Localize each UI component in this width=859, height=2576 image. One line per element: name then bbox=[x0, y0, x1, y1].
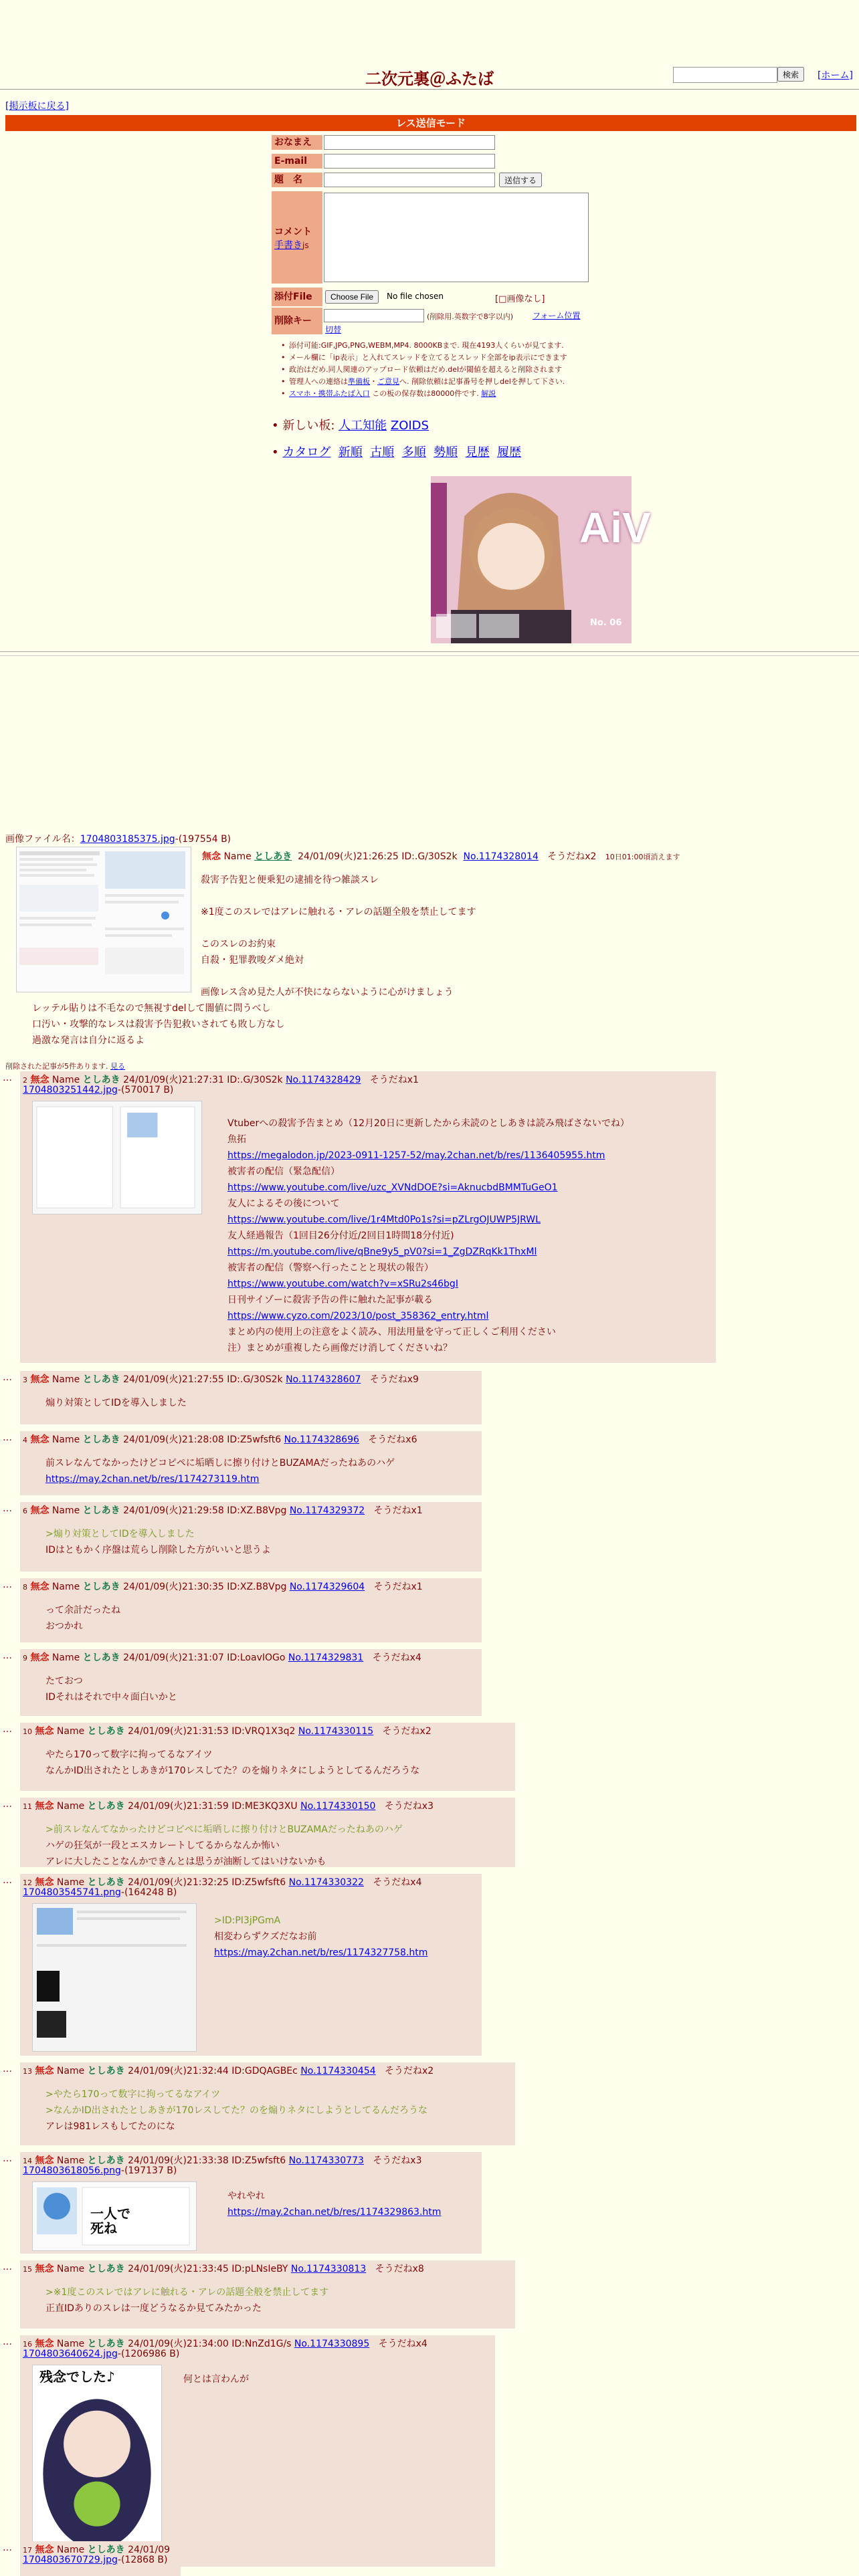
reply-file-info bbox=[23, 2349, 179, 2359]
subject-label: 題 名 bbox=[272, 173, 322, 187]
no-file-text: No file chosen bbox=[387, 292, 444, 301]
reply-number: 13 bbox=[23, 2067, 32, 2076]
reply-info bbox=[23, 1580, 423, 1593]
search-input[interactable] bbox=[673, 67, 777, 83]
reply-date-id: 24/01/09(火)21:27:31 ID:.G/30S2k bbox=[123, 1075, 283, 1085]
op-thumbnail[interactable] bbox=[16, 847, 191, 992]
reply-post-number[interactable]: No.1174330115 bbox=[298, 1726, 374, 1737]
posting-notes bbox=[281, 340, 609, 400]
note-item: • 政治はだめ.同人関連のアップロード依頼はだめ.delが閾値を超えると削除されます bbox=[281, 364, 609, 376]
file-label: 添付File bbox=[272, 288, 322, 306]
reply-marker: … bbox=[3, 2153, 12, 2164]
reply-subject: 無念 bbox=[35, 2066, 54, 2076]
note-item: • スマホ・携帯ふたば入口 この板の保存数は80000件です. 解説 bbox=[281, 388, 609, 400]
reply-file-size: -(1206986 B) bbox=[117, 2349, 180, 2359]
handwrite-link[interactable]: 手書き bbox=[274, 240, 302, 251]
quote-line: >ID:PI3jPGmA bbox=[214, 1915, 281, 1926]
reply-post bbox=[20, 1371, 482, 1424]
reply-subject: 無念 bbox=[35, 2339, 54, 2349]
history-link[interactable]: 履歴 bbox=[497, 445, 522, 459]
reply-name-prefix: Name bbox=[56, 1726, 85, 1737]
op-body-top: 殺害予告犯と便乗犯の逮捕を待つ雑談スレ ※1度このスレではアレに触れる・アレの話題全般を禁止してます このスレのお約束 自殺・犯罪教唆ダメ絶対 画像レス含め見た人が不快にならないように心がけましょう bbox=[201, 875, 476, 998]
reply-date-id: 24/01/09(火)21:34:00 ID:NnZd1G/s bbox=[128, 2339, 292, 2349]
reply-text-line: って余計だったね bbox=[45, 1605, 120, 1616]
reply-body bbox=[45, 1395, 187, 1411]
reply-link[interactable]: https://may.2chan.net/b/res/1174329863.htm bbox=[227, 2207, 442, 2218]
handwrite-suffix: js bbox=[302, 241, 309, 250]
reply-number: 15 bbox=[23, 2265, 32, 2274]
reply-file-info bbox=[23, 1887, 177, 1898]
email-input[interactable] bbox=[324, 154, 495, 169]
reply-info bbox=[23, 2064, 434, 2077]
op-expire: 10日01:00頃消えます bbox=[605, 853, 680, 861]
reply-name: としあき bbox=[87, 1877, 125, 1888]
reply-name-prefix: Name bbox=[52, 1075, 80, 1085]
reply-post bbox=[20, 2260, 515, 2329]
reply-text-line: まとめ内の使用上の注意をよく読み、用法用量を守って正しくご利用ください bbox=[227, 1327, 556, 1337]
reply-post-number[interactable]: No.1174330322 bbox=[288, 1877, 364, 1888]
reply-text-line: 友人経過報告（1回目26分付近/2回目1時間18分付近) bbox=[227, 1230, 454, 1241]
reply-link[interactable]: https://www.cyzo.com/2023/10/post_358362_entry.html bbox=[227, 1311, 489, 1321]
form-position-link[interactable]: フォーム位置 bbox=[533, 311, 581, 320]
reply-mode-bar: レス送信モード bbox=[5, 115, 856, 131]
comment-label: コメント bbox=[274, 227, 312, 237]
reply-subject: 無念 bbox=[30, 1075, 50, 1085]
reply-thumbnail-image bbox=[33, 1904, 196, 2051]
reply-text-line: アレは981レスもしてたのにな bbox=[45, 2121, 175, 2132]
reply-file-link[interactable]: 1704803640624.jpg bbox=[23, 2349, 118, 2359]
reply-sodane-button[interactable]: そうだねx4 bbox=[378, 2339, 427, 2349]
reply-body bbox=[227, 2188, 441, 2220]
reply-info bbox=[23, 1073, 419, 1086]
reply-link[interactable]: https://www.youtube.com/watch?v=xSRu2s46bgI bbox=[227, 1279, 458, 1289]
reply-file-size: -(197137 B) bbox=[120, 2165, 177, 2176]
show-omitted-link[interactable]: 見る bbox=[110, 1062, 125, 1071]
home-link[interactable]: [ホーム] bbox=[818, 70, 853, 81]
reply-text-line: 友人によるその後について bbox=[227, 1198, 340, 1209]
reply-number: 9 bbox=[23, 1654, 27, 1662]
reply-thumbnail[interactable] bbox=[32, 2365, 162, 2553]
op-body-bottom: レッテル貼りは不毛なので無視すdelして闇値に問うべし 口汚い・攻撃的なレスは殺害予告犯救いされても敗し方なし 過激な発言は自分に返るよ bbox=[32, 1003, 285, 1046]
reply-name: としあき bbox=[87, 2066, 125, 2076]
reply-body bbox=[45, 2284, 328, 2317]
reply-name: としあき bbox=[87, 1726, 125, 1737]
reply-file-size: -(164248 B) bbox=[120, 1887, 177, 1898]
reply-name-prefix: Name bbox=[56, 1801, 85, 1812]
reply-name: としあき bbox=[87, 1801, 125, 1812]
reply-link[interactable]: https://megalodon.jp/2023-0911-1257-52/may.2chan.net/b/res/1136405955.htm bbox=[227, 1150, 605, 1161]
reply-post-number[interactable]: No.1174330813 bbox=[290, 2264, 367, 2274]
reply-post-number[interactable]: No.1174330895 bbox=[294, 2339, 370, 2349]
reply-text-line: アレに大したことなんかできんとは思うが油断してはいけないかも bbox=[45, 1856, 326, 1867]
reply-number: 16 bbox=[23, 2340, 32, 2349]
reply-post-number[interactable]: No.1174329604 bbox=[289, 1582, 365, 1592]
reply-date-id: 24/01/09(火)21:28:08 ID:Z5wfsft6 bbox=[123, 1434, 282, 1445]
reply-number: 6 bbox=[23, 1507, 27, 1515]
new-board-line: • 新しい板: 人工知能 ZOIDS bbox=[272, 419, 429, 433]
reply-text-line: 注）まとめが重複したら画像だけ消してくださいね？ bbox=[227, 1343, 452, 1354]
no-image-checkbox[interactable]: [□画像なし] bbox=[495, 294, 545, 304]
reply-date-id: 24/01/09(火)21:31:53 ID:VRQ1X3q2 bbox=[128, 1726, 296, 1737]
comment-label-cell bbox=[272, 191, 322, 284]
reply-subject: 無念 bbox=[35, 1801, 54, 1812]
op-name[interactable]: としあき bbox=[254, 851, 292, 862]
op-post-number[interactable]: No.1174328014 bbox=[463, 851, 539, 862]
catalog-nav: • カタログ 新順 古順 多順 勢順 見歴 履歴 bbox=[272, 445, 522, 459]
reply-name: としあき bbox=[82, 1434, 120, 1445]
op-date-id: 24/01/09(火)21:26:25 ID:.G/30S2k bbox=[298, 851, 458, 862]
reply-sodane-button[interactable]: そうだねx1 bbox=[369, 1075, 419, 1085]
quote-line: >煽り対策としてIDを導入しました bbox=[45, 1529, 195, 1539]
reply-date-id: 24/01/09(火)21:33:38 ID:Z5wfsft6 bbox=[128, 2155, 286, 2166]
reply-file-info bbox=[23, 1085, 173, 1095]
mobile-entry-link[interactable]: スマホ・携帯ふたば入口 bbox=[289, 389, 370, 398]
quote-line: >やたら170って数字に拘ってるなアイツ bbox=[45, 2089, 221, 2100]
op-post-info: 無念 Name としあき 24/01/09(火)21:26:25 ID:.G/30S2k No.1174328014 そうだねx2 10日01:00頃消えます bbox=[202, 851, 680, 862]
reply-link[interactable]: https://www.youtube.com/live/uzc_XVNdDOE?si=AknucbdBMMTuGeO1 bbox=[227, 1182, 558, 1193]
reply-post-number[interactable]: No.1174330150 bbox=[300, 1801, 376, 1812]
reply-marker: … bbox=[3, 1503, 12, 1514]
reply-post bbox=[20, 1798, 515, 1867]
divider bbox=[0, 651, 859, 652]
reply-info bbox=[23, 1503, 423, 1517]
reply-post bbox=[20, 1723, 515, 1791]
reply-file-link[interactable]: 1704803545741.png bbox=[23, 1887, 121, 1898]
reply-thumbnail[interactable] bbox=[32, 1903, 197, 2052]
reply-info bbox=[23, 2153, 421, 2167]
reply-link[interactable]: https://m.youtube.com/live/qBne9y5_pV0?si=1_ZgDZRqKk1ThxMl bbox=[227, 1247, 537, 1257]
reply-post-number[interactable]: No.1174329831 bbox=[288, 1652, 364, 1663]
reply-name: としあき bbox=[82, 1374, 120, 1385]
reply-info bbox=[23, 1372, 419, 1386]
reply-number: 8 bbox=[23, 1583, 27, 1592]
reply-date-id: 24/01/09(火)21:30:35 ID:XZ.B8Vpg bbox=[123, 1582, 287, 1592]
reply-name-prefix: Name bbox=[56, 1877, 85, 1888]
reply-name: としあき bbox=[87, 2545, 125, 2555]
op-subject: 無念 bbox=[202, 851, 221, 862]
op-file-link[interactable]: 1704803185375.jpg bbox=[80, 834, 175, 845]
note-item: • 添付可能:GIF,JPG,PNG,WEBM,MP4. 8000KBまで. 現在4193人くらいが見てます. bbox=[281, 340, 609, 352]
reply-body bbox=[45, 1673, 177, 1705]
divider bbox=[0, 655, 859, 656]
reply-text-line: おつかれ bbox=[45, 1621, 83, 1632]
reply-text-line: やたら170って数字に拘ってるなアイツ bbox=[45, 1749, 213, 1760]
reply-name-prefix: Name bbox=[52, 1582, 80, 1592]
reply-marker: … bbox=[3, 1372, 12, 1383]
reply-text-line: 前スレなんてなかったけどコピペに垢晒しに擦り付けとBUZAMAだったねあのハゲ bbox=[45, 1458, 395, 1469]
reply-number: 11 bbox=[23, 1802, 32, 1811]
reply-name: としあき bbox=[82, 1505, 120, 1516]
reply-marker: … bbox=[3, 2337, 12, 2347]
reply-date-id: 24/01/09(火)21:32:44 ID:GDQAGBEc bbox=[128, 2066, 298, 2076]
site-title: 二次元裏＠ふたば bbox=[365, 70, 494, 88]
reply-info bbox=[23, 1432, 417, 1446]
reply-thumbnail[interactable] bbox=[32, 1101, 202, 1214]
reply-info bbox=[23, 2262, 424, 2275]
reply-file-link[interactable]: 1704803618056.png bbox=[23, 2165, 121, 2176]
reply-marker: … bbox=[3, 1875, 12, 1886]
reply-text-line: 被害者の配信（警察へ行ったことと現状の報告） bbox=[227, 1263, 434, 1273]
quote-line: >なんかID出されたとしあきが170レスしてた？のを煽りネタにしようとしてるんだろうな bbox=[45, 2105, 427, 2116]
reply-marker: … bbox=[3, 1432, 12, 1443]
search-button[interactable]: 検索 bbox=[777, 67, 804, 82]
reply-sodane-button[interactable]: そうだねx2 bbox=[385, 2066, 434, 2076]
reply-post-number[interactable]: No.1174329372 bbox=[289, 1505, 365, 1516]
reply-post bbox=[20, 2062, 515, 2145]
reply-text-line: 正直IDありのスレは一度どうなるか見てみたかった bbox=[45, 2303, 262, 2314]
prep-board-link[interactable]: 準備板 bbox=[348, 377, 370, 386]
reply-text-line: やれやれ bbox=[227, 2191, 265, 2202]
reply-post-number[interactable]: No.1174330773 bbox=[288, 2155, 364, 2166]
reply-subject: 無念 bbox=[35, 1726, 54, 1737]
delete-key-label: 削除キー bbox=[272, 308, 322, 334]
reply-thumbnail[interactable] bbox=[32, 2181, 197, 2251]
reply-name: としあき bbox=[82, 1582, 120, 1592]
reply-text-line: なんかID出されたとしあきが170レスしてた？のを煽りネタにしようとしてるんだろうな bbox=[45, 1765, 420, 1776]
reply-text-line: 相変わらずクズだなお前 bbox=[214, 1931, 317, 1942]
reply-file-size: -(570017 B) bbox=[117, 1085, 174, 1095]
reply-subject: 無念 bbox=[35, 2155, 54, 2166]
reply-name: としあき bbox=[82, 1652, 120, 1663]
sort-old-link[interactable]: 古順 bbox=[370, 445, 395, 459]
reply-number: 17 bbox=[23, 2546, 32, 2555]
sort-new-link[interactable]: 新順 bbox=[338, 445, 363, 459]
reply-marker: … bbox=[3, 2543, 12, 2553]
reply-date-id: 24/01/09(火)21:31:07 ID:LoavIOGo bbox=[123, 1652, 286, 1663]
comment-textarea[interactable] bbox=[324, 193, 589, 282]
reply-link[interactable]: https://www.youtube.com/live/1r4Mtd0Po1s?si=pZLrgOJUWP5JRWL bbox=[227, 1214, 541, 1225]
submit-button[interactable]: 送信する bbox=[499, 173, 542, 187]
reply-sodane-button[interactable]: そうだねx3 bbox=[373, 2155, 422, 2166]
note-item: • 管理人への連絡は準備板・ご意見へ. 削除依頼は記事番号を押しdelを押して下さい. bbox=[281, 376, 609, 388]
reply-marker: … bbox=[3, 1073, 12, 1083]
board-link-ai[interactable]: 人工知能 bbox=[339, 419, 387, 433]
quote-line: >※1度このスレではアレに触れる・アレの話題全般を禁止してます bbox=[45, 2287, 329, 2298]
reply-post-number[interactable]: No.1174328696 bbox=[284, 1434, 359, 1445]
reply-info bbox=[23, 1724, 432, 1737]
delete-key-input[interactable] bbox=[324, 309, 424, 322]
reply-sodane-button[interactable]: そうだねx1 bbox=[373, 1505, 423, 1516]
reply-info bbox=[23, 2543, 182, 2556]
reply-body bbox=[45, 1602, 120, 1634]
reply-name: としあき bbox=[87, 2155, 125, 2166]
advertisement-banner[interactable] bbox=[431, 476, 651, 643]
reply-thumbnail-image bbox=[33, 1101, 201, 1214]
choose-file-button[interactable]: Choose File bbox=[325, 290, 379, 304]
reply-body bbox=[45, 1747, 419, 1779]
reply-number: 2 bbox=[23, 1076, 27, 1085]
reply-name: としあき bbox=[82, 1075, 120, 1085]
note-item: • メール欄に「ip表示」と入れてスレッドを立てるとスレッド全部をip表示にできます bbox=[281, 352, 609, 364]
reply-date-id: 24/01/09(火)21:31:59 ID:ME3KQ3XU bbox=[128, 1801, 298, 1812]
reply-post bbox=[20, 1502, 482, 1572]
reply-text-line: 被害者の配信（緊急配信） bbox=[227, 1166, 340, 1177]
reply-post-number[interactable]: No.1174328429 bbox=[286, 1075, 361, 1085]
reply-subject: 無念 bbox=[30, 1582, 50, 1592]
op-file-info: 画像ファイル名：1704803185375.jpg-(197554 B) bbox=[5, 834, 231, 845]
reply-body bbox=[227, 1115, 630, 1356]
reply-name-prefix: Name bbox=[56, 2066, 85, 2076]
toggle-link[interactable]: 切替 bbox=[325, 325, 342, 334]
reply-name-prefix: Name bbox=[52, 1374, 80, 1385]
reply-file-link[interactable]: 1704803670729.jpg bbox=[23, 2555, 118, 2565]
delete-key-note: (削除用.英数字で8字以内) bbox=[427, 312, 514, 321]
view-history-link[interactable]: 見歴 bbox=[465, 445, 490, 459]
reply-info bbox=[23, 1875, 421, 1889]
reply-subject: 無念 bbox=[30, 1374, 50, 1385]
reply-marker: … bbox=[3, 2064, 12, 2074]
reply-post bbox=[20, 1649, 482, 1716]
reply-date-id: 24/01/09(火)21:29:58 ID:XZ.B8Vpg bbox=[123, 1505, 287, 1516]
reply-post-number[interactable]: No.1174328607 bbox=[286, 1374, 361, 1385]
op-sodane-button[interactable]: そうだねx2 bbox=[547, 851, 597, 862]
reply-body bbox=[45, 1526, 271, 1558]
reply-text-line: IDはともかく序盤は荒らし削除した方がいいと思うよ bbox=[45, 1545, 271, 1555]
reply-date-id: 24/01/09 bbox=[128, 2545, 171, 2555]
back-to-board-link[interactable]: [掲示板に戻る] bbox=[5, 101, 69, 112]
reply-subject: 無念 bbox=[30, 1652, 50, 1663]
reply-info bbox=[23, 2337, 427, 2350]
reply-info bbox=[23, 1799, 434, 1812]
reply-body bbox=[183, 2371, 249, 2387]
reply-text-line: 何とは言わんが bbox=[183, 2374, 249, 2385]
reply-text-line: 魚拓 bbox=[227, 1134, 246, 1145]
name-label: おなまえ bbox=[272, 135, 322, 150]
reply-sodane-button[interactable]: そうだねx6 bbox=[368, 1434, 417, 1445]
reply-post bbox=[20, 1431, 482, 1495]
reply-file-info bbox=[23, 2165, 177, 2176]
divider bbox=[0, 89, 859, 90]
reply-link[interactable]: https://may.2chan.net/b/res/1174273119.htm bbox=[45, 1474, 260, 1485]
reply-body bbox=[45, 1455, 395, 1487]
reply-info bbox=[23, 1650, 421, 1664]
thumbnail-caption: 残念でした♪ bbox=[39, 2369, 115, 2385]
reply-post bbox=[20, 2152, 482, 2254]
reply-subject: 無念 bbox=[35, 1877, 54, 1888]
reply-sodane-button[interactable]: そうだねx4 bbox=[372, 1652, 421, 1663]
reply-name-prefix: Name bbox=[52, 1434, 80, 1445]
reply-post bbox=[20, 1874, 482, 2056]
reply-file-link[interactable]: 1704803251442.jpg bbox=[23, 1085, 118, 1095]
catalog-link[interactable]: カタログ bbox=[282, 445, 331, 459]
reply-name: としあき bbox=[87, 2264, 125, 2274]
reply-sodane-button[interactable]: そうだねx9 bbox=[369, 1374, 419, 1385]
reply-name-prefix: Name bbox=[56, 2545, 85, 2555]
reply-date-id: 24/01/09(火)21:27:55 ID:.G/30S2k bbox=[123, 1374, 283, 1385]
reply-name: としあき bbox=[87, 2339, 125, 2349]
name-input[interactable] bbox=[324, 135, 495, 150]
omitted-notice: 削除された記事が5件あります. 見る bbox=[5, 1062, 125, 1071]
reply-text-line: ハゲの狂気が一段とエスカレートしてるからなんか怖い bbox=[45, 1840, 280, 1851]
reply-text-line: IDそれはそれで中々面白いかと bbox=[45, 1692, 177, 1703]
reply-marker: … bbox=[3, 2262, 12, 2272]
reply-sodane-button[interactable]: そうだねx2 bbox=[382, 1726, 432, 1737]
reply-sodane-button[interactable]: そうだねx4 bbox=[373, 1877, 422, 1888]
sort-speed-link[interactable]: 勢順 bbox=[434, 445, 458, 459]
reply-name-prefix: Name bbox=[56, 2339, 85, 2349]
reply-post bbox=[20, 1071, 716, 1363]
reply-name-prefix: Name bbox=[56, 2264, 85, 2274]
reply-body bbox=[45, 1822, 403, 1870]
reply-sodane-button[interactable]: そうだねx8 bbox=[375, 2264, 424, 2274]
reply-post bbox=[20, 1578, 482, 1642]
explain-link[interactable]: 解説 bbox=[481, 389, 496, 398]
board-link-zoids[interactable]: ZOIDS bbox=[390, 419, 429, 433]
reply-name-prefix: Name bbox=[52, 1652, 80, 1663]
reply-marker: … bbox=[3, 1724, 12, 1735]
reply-text-line: Vtuberへの殺害予告まとめ（12月20日に更新したから未読のとしあきは読み飛ばさないでね） bbox=[227, 1118, 630, 1129]
ad-title: AiV bbox=[579, 504, 651, 552]
reply-marker: … bbox=[3, 1799, 12, 1810]
reply-text-line: 煽り対策としてIDを導入しました bbox=[45, 1398, 187, 1408]
reply-name-prefix: Name bbox=[56, 2155, 85, 2166]
op-thumbnail-image bbox=[17, 847, 191, 992]
reply-number: 10 bbox=[23, 1727, 32, 1736]
reply-number: 4 bbox=[23, 1436, 27, 1444]
reply-number: 12 bbox=[23, 1879, 32, 1887]
reply-text-line: 日刊サイゾーに殺害予告の件に触れた記事が載る bbox=[227, 1295, 434, 1305]
reply-number: 3 bbox=[23, 1376, 27, 1384]
reply-body bbox=[214, 1913, 427, 1961]
email-label: E-mail bbox=[272, 154, 322, 169]
feedback-link[interactable]: ご意見 bbox=[377, 377, 399, 386]
quote-line: >前スレなんてなかったけどコピペに垢晒しに擦り付けとBUZAMAだったねあのハゲ bbox=[45, 1824, 403, 1835]
reply-subject: 無念 bbox=[35, 2264, 54, 2274]
reply-thumbnail-image bbox=[33, 2365, 161, 2553]
reply-body bbox=[45, 2086, 427, 2135]
reply-file-size: -(12868 B) bbox=[117, 2555, 168, 2565]
reply-date-id: 24/01/09(火)21:32:25 ID:Z5wfsft6 bbox=[128, 1877, 286, 1888]
reply-sodane-button[interactable]: そうだねx3 bbox=[384, 1801, 434, 1812]
reply-marker: … bbox=[3, 1580, 12, 1590]
reply-subject: 無念 bbox=[35, 2545, 54, 2555]
reply-post bbox=[20, 2541, 181, 2576]
thumbnail-caption: 一人で 死ね bbox=[90, 2206, 130, 2236]
reply-subject: 無念 bbox=[30, 1434, 50, 1445]
reply-sodane-button[interactable]: そうだねx1 bbox=[373, 1582, 423, 1592]
reply-post bbox=[20, 2335, 495, 2567]
reply-post-number[interactable]: No.1174330454 bbox=[300, 2066, 376, 2076]
sort-many-link[interactable]: 多順 bbox=[401, 445, 426, 459]
reply-marker: … bbox=[3, 1650, 12, 1661]
reply-subject: 無念 bbox=[30, 1505, 50, 1516]
ad-sub: No. 06 bbox=[590, 618, 622, 628]
reply-link[interactable]: https://may.2chan.net/b/res/1174327758.htm bbox=[214, 1947, 428, 1958]
reply-date-id: 24/01/09(火)21:33:45 ID:pLNsIeBY bbox=[128, 2264, 288, 2274]
reply-number: 14 bbox=[23, 2157, 32, 2165]
reply-text-line: たておつ bbox=[45, 1676, 83, 1687]
reply-name-prefix: Name bbox=[52, 1505, 80, 1516]
subject-input[interactable] bbox=[324, 173, 495, 187]
reply-file-info bbox=[23, 2555, 168, 2565]
